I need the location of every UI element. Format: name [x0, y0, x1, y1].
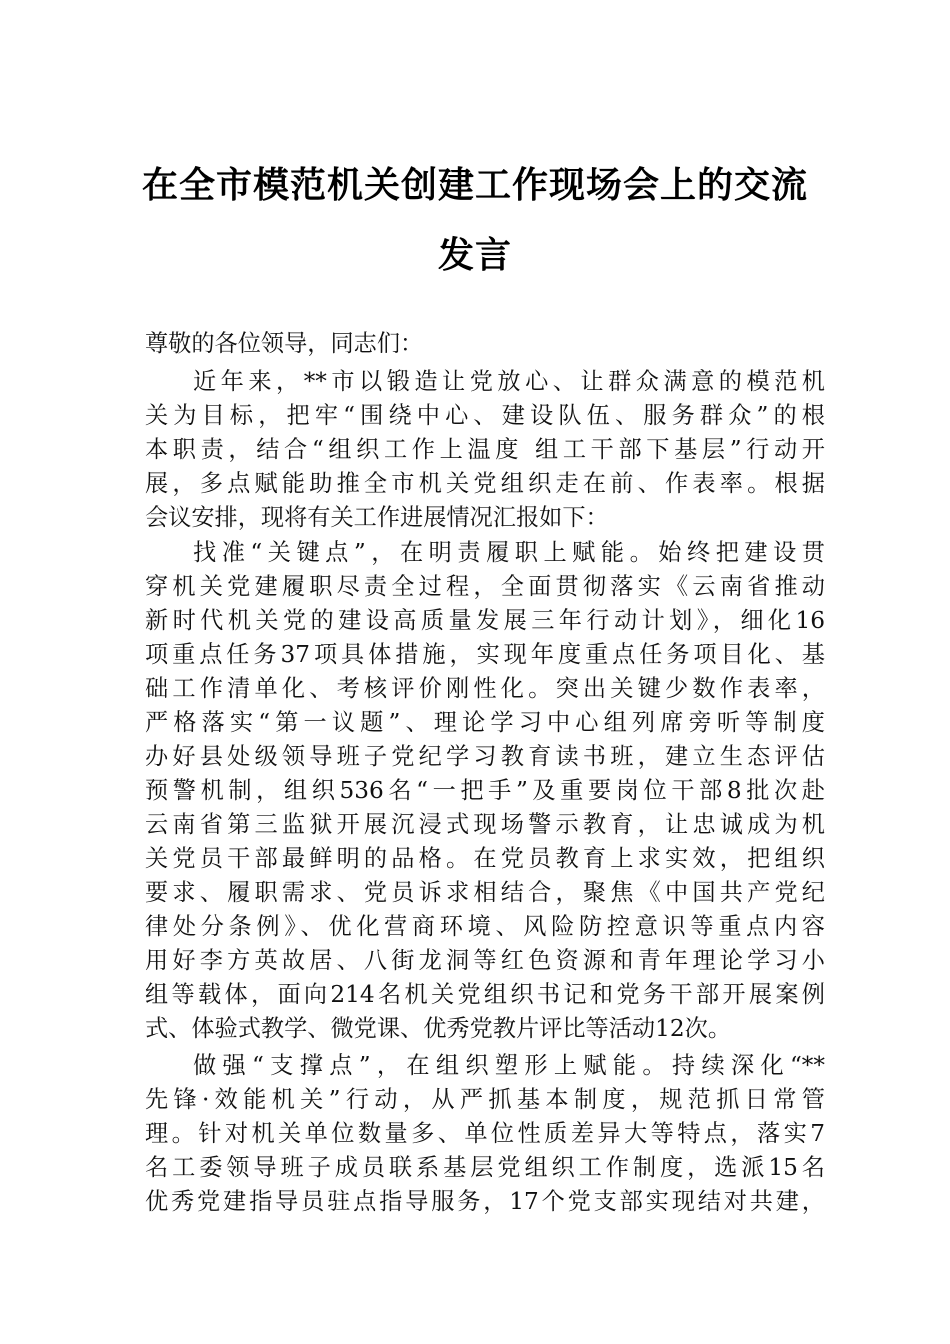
- paragraph-line: 新时代机关党的建设高质量发展三年行动计划》，细化16: [145, 607, 825, 634]
- paragraph-line: 展，多点赋能助推全市机关党组织走在前、作表率。根据: [145, 470, 825, 497]
- paragraph-line: 组等载体，面向214名机关党组织书记和党务干部开展案例: [145, 981, 825, 1008]
- paragraph-line: 式、体验式教学、微党课、优秀党教片评比等活动12次。: [145, 1015, 732, 1042]
- paragraph-line: 本职责，结合“组织工作上温度 组工干部下基层”行动开: [145, 436, 825, 463]
- paragraph-line: 要求、履职需求、党员诉求相结合，聚焦《中国共产党纪: [145, 879, 825, 906]
- paragraph-line: 找准“关键点”，在明责履职上赋能。始终把建设贯: [193, 539, 825, 566]
- paragraph-line: 名工委领导班子成员联系基层党组织工作制度，选派15名: [145, 1154, 825, 1181]
- paragraph-line: 项重点任务37项具体措施，实现年度重点任务项目化、基: [145, 641, 825, 668]
- paragraph-line: 优秀党建指导员驻点指导服务，17个党支部实现结对共建，: [145, 1188, 825, 1215]
- paragraph-line: 穿机关党建履职尽责全过程，全面贯彻落实《云南省推动: [145, 573, 825, 600]
- salutation: 尊敬的各位领导，同志们：: [145, 330, 424, 357]
- document-title-line2: 发言: [437, 234, 512, 276]
- paragraph-line: 关为目标，把牢“围绕中心、建设队伍、服务群众”的根: [145, 402, 825, 429]
- paragraph-line: 办好县处级领导班子党纪学习教育读书班，建立生态评估: [145, 743, 825, 770]
- paragraph-line: 用好李方英故居、八街龙洞等红色资源和青年理论学习小: [145, 947, 825, 974]
- paragraph-line: 律处分条例》、优化营商环境、风险防控意识等重点内容: [145, 913, 825, 940]
- paragraph-line: 础工作清单化、考核评价刚性化。突出关键少数作表率，: [145, 675, 825, 702]
- paragraph-line: 云南省第三监狱开展沉浸式现场警示教育，让忠诚成为机: [145, 811, 825, 838]
- paragraph-line: 理。针对机关单位数量多、单位性质差异大等特点，落实7: [145, 1120, 825, 1147]
- paragraph-line: 先锋·效能机关”行动，从严抓基本制度，规范抓日常管: [145, 1086, 825, 1113]
- paragraph-line: 近年来，**市以锻造让党放心、让群众满意的模范机: [193, 368, 825, 395]
- paragraph-line: 做强“支撑点”，在组织塑形上赋能。持续深化“**: [193, 1052, 825, 1079]
- paragraph-line: 严格落实“第一议题”、理论学习中心组列席旁听等制度: [145, 709, 825, 736]
- paragraph-line: 关党员干部最鲜明的品格。在党员教育上求实效，把组织: [145, 845, 825, 872]
- document-title-line1: 在全市模范机关创建工作现场会上的交流: [141, 164, 808, 206]
- paragraph-line: 预警机制，组织536名“一把手”及重要岗位干部8批次赴: [145, 777, 825, 804]
- paragraph-line: 会议安排，现将有关工作进展情况汇报如下：: [145, 504, 609, 531]
